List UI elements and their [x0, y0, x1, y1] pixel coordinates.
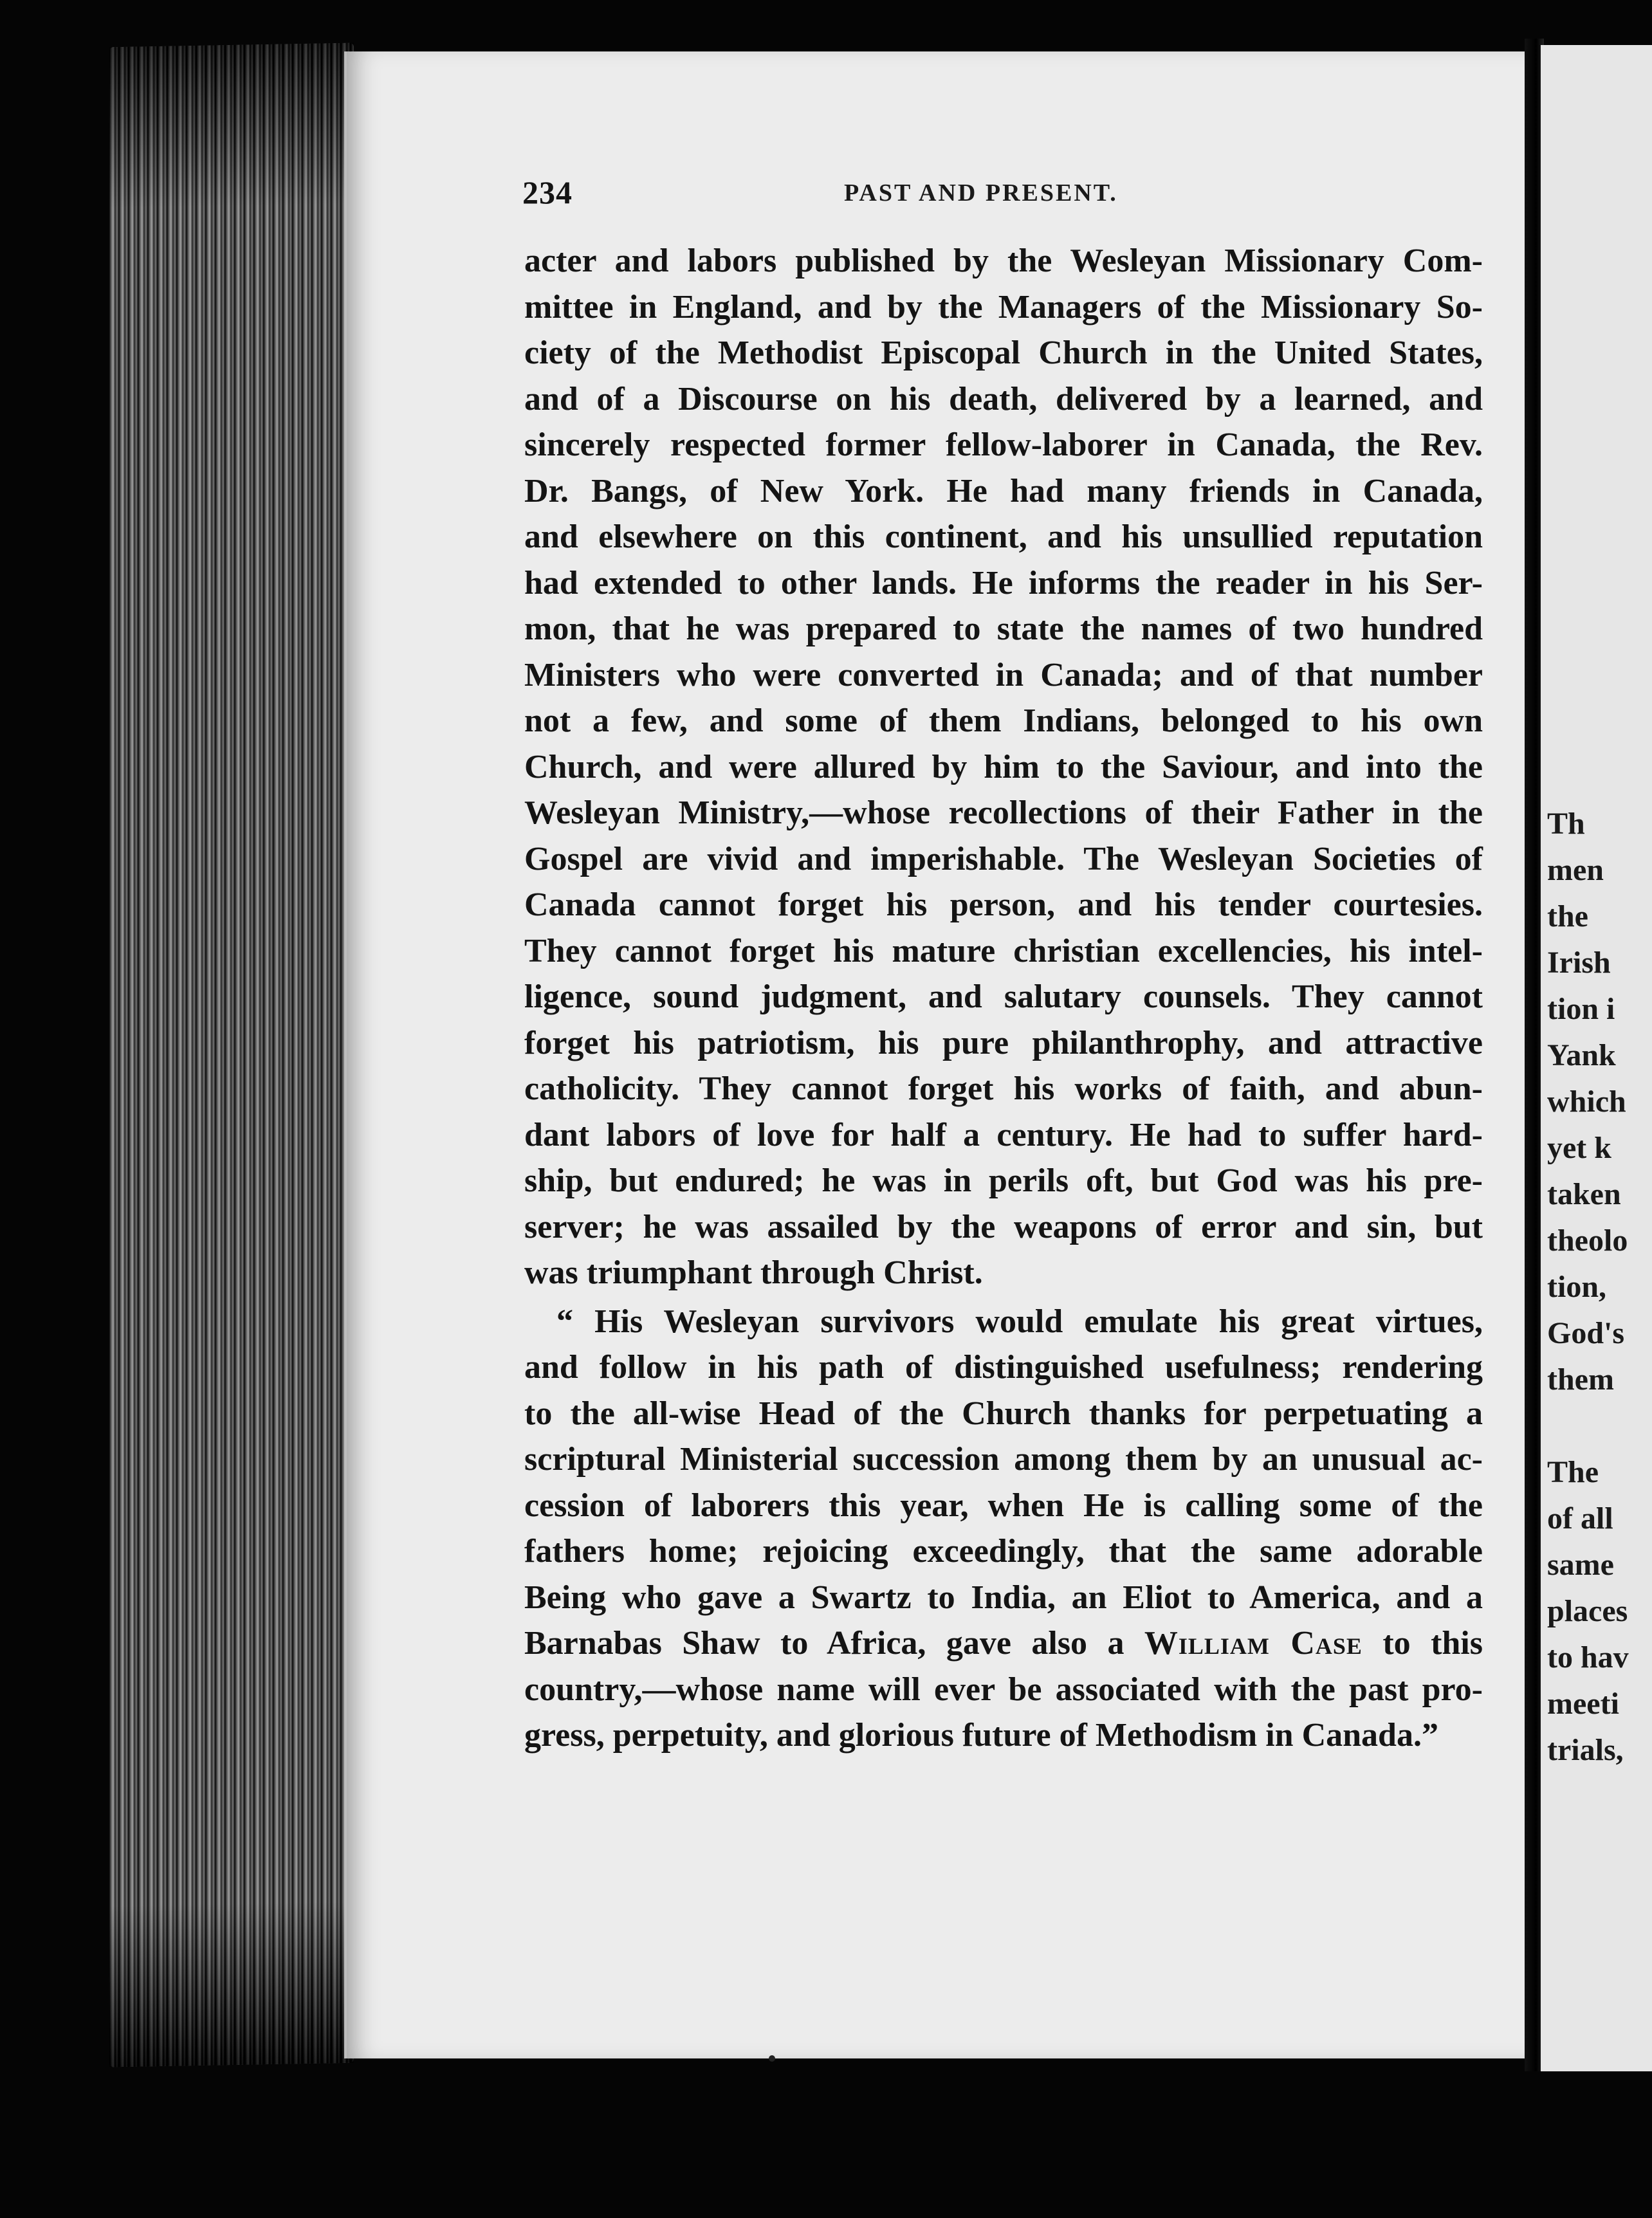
running-head-title: PAST AND PRESENT. — [844, 179, 1118, 206]
text-segment: Barnabas Shaw to Africa, gave also a — [524, 1625, 1144, 1662]
text-line: Ministers who were converted in Canada; and of that number — [524, 656, 1483, 693]
facing-page-fragment: yet k — [1547, 1131, 1611, 1165]
text-line: “ His Wesleyan survivors would emulate his great virtues, — [556, 1303, 1483, 1340]
text-line: ligence, sound judgment, and salutary counsels. They cannot — [524, 978, 1483, 1015]
text-line: dant labors of love for half a century. He had to suffer hard- — [524, 1116, 1483, 1153]
facing-page-fragment: The — [1547, 1455, 1599, 1489]
facing-page-fragment: Irish — [1547, 946, 1611, 980]
facing-page — [1541, 45, 1652, 2071]
text-segment: to this — [1362, 1625, 1483, 1662]
facing-page-fragment: tion i — [1547, 992, 1615, 1026]
facing-page-fragment: same — [1547, 1548, 1614, 1582]
text-line — [524, 1620, 1483, 1667]
facing-page-fragment: of all — [1547, 1501, 1613, 1535]
facing-page-fragment: them — [1547, 1362, 1614, 1397]
text-line: Dr. Bangs, of New York. He had many friends in Canada, — [524, 472, 1483, 509]
text-line: and elsewhere on this continent, and his unsullied reputation — [524, 518, 1483, 555]
text-line: acter and labors published by the Wesleyan Missionary Com- — [524, 243, 1483, 279]
text-line: server; he was assailed by the weapons of error and sin, but — [524, 1208, 1483, 1245]
scan-speck — [769, 2055, 775, 2062]
body-text — [524, 238, 1483, 1759]
text-line: gress, perpetuity, and glorious future of Methodism in Canada.” — [524, 1717, 1438, 1754]
text-line: to the all-wise Head of the Church thanks for perpetuating a — [524, 1395, 1483, 1432]
facing-page-fragment: theolo — [1547, 1224, 1628, 1258]
facing-page-fragment: places — [1547, 1594, 1628, 1628]
facing-page-fragment: Yank — [1547, 1038, 1616, 1072]
text-line: and of a Discourse on his death, delivered by a learned, and — [524, 380, 1483, 417]
facing-page-fragment: trials, — [1547, 1733, 1624, 1767]
text-line: not a few, and some of them Indians, belonged to his own — [524, 702, 1483, 739]
text-line: Wesleyan Ministry,—whose recollections of their Father in the — [524, 794, 1483, 831]
text-line: cession of laborers this year, when He is calling some of the — [524, 1487, 1483, 1524]
facing-page-fragment: to hav — [1547, 1640, 1629, 1674]
text-line: ciety of the Methodist Episcopal Church in the United States, — [524, 335, 1483, 371]
text-line: sincerely respected former fellow-laborer in Canada, the Rev. — [524, 426, 1483, 463]
person-name: William Case — [1144, 1625, 1363, 1662]
facing-page-fragment: which — [1547, 1085, 1626, 1119]
text-line: country,—whose name will ever be associated with the past pro- — [524, 1671, 1483, 1708]
facing-page-fragment: the — [1547, 899, 1588, 933]
facing-page-fragment: taken — [1547, 1177, 1621, 1211]
facing-page-fragment: men — [1547, 853, 1604, 887]
text-line: mittee in England, and by the Managers of the Missionary So- — [524, 288, 1483, 325]
text-line: Being who gave a Swartz to India, an Eliot to America, and a — [524, 1579, 1483, 1616]
text-line: They cannot forget his mature christian excellencies, his intel- — [524, 932, 1483, 969]
running-head — [522, 174, 1500, 219]
text-line: ship, but endured; he was in perils oft, but God was his pre- — [524, 1162, 1483, 1199]
text-line: had extended to other lands. He informs the reader in his Ser- — [524, 564, 1483, 601]
text-line: and follow in his path of distinguished usefulness; rendering — [524, 1349, 1483, 1386]
text-line: Canada cannot forget his person, and his tender courtesies. — [524, 886, 1483, 923]
text-line: forget his patriotism, his pure philanthrophy, and attractive — [524, 1024, 1483, 1061]
facing-page-fragment: tion, — [1547, 1270, 1607, 1304]
page-number: 234 — [522, 174, 573, 210]
facing-page-fragment: meeti — [1547, 1687, 1619, 1721]
facing-page-fragment: God's — [1547, 1316, 1625, 1350]
text-line: Church, and were allured by him to the Saviour, and into the — [524, 748, 1483, 785]
text-line: mon, that he was prepared to state the names of two hundred — [524, 610, 1483, 647]
text-line: scriptural Ministerial succession among them by an unusual ac- — [524, 1441, 1483, 1478]
text-line: was triumphant through Christ. — [524, 1254, 983, 1291]
text-line: fathers home; rejoicing exceedingly, that the same adorable — [524, 1533, 1483, 1570]
facing-page-fragment: Th — [1547, 807, 1585, 841]
text-line: Gospel are vivid and imperishable. The Wesleyan Societies of — [524, 840, 1483, 877]
text-line: catholicity. They cannot forget his works of faith, and abun- — [524, 1070, 1483, 1107]
book-page-edges — [109, 43, 354, 2067]
